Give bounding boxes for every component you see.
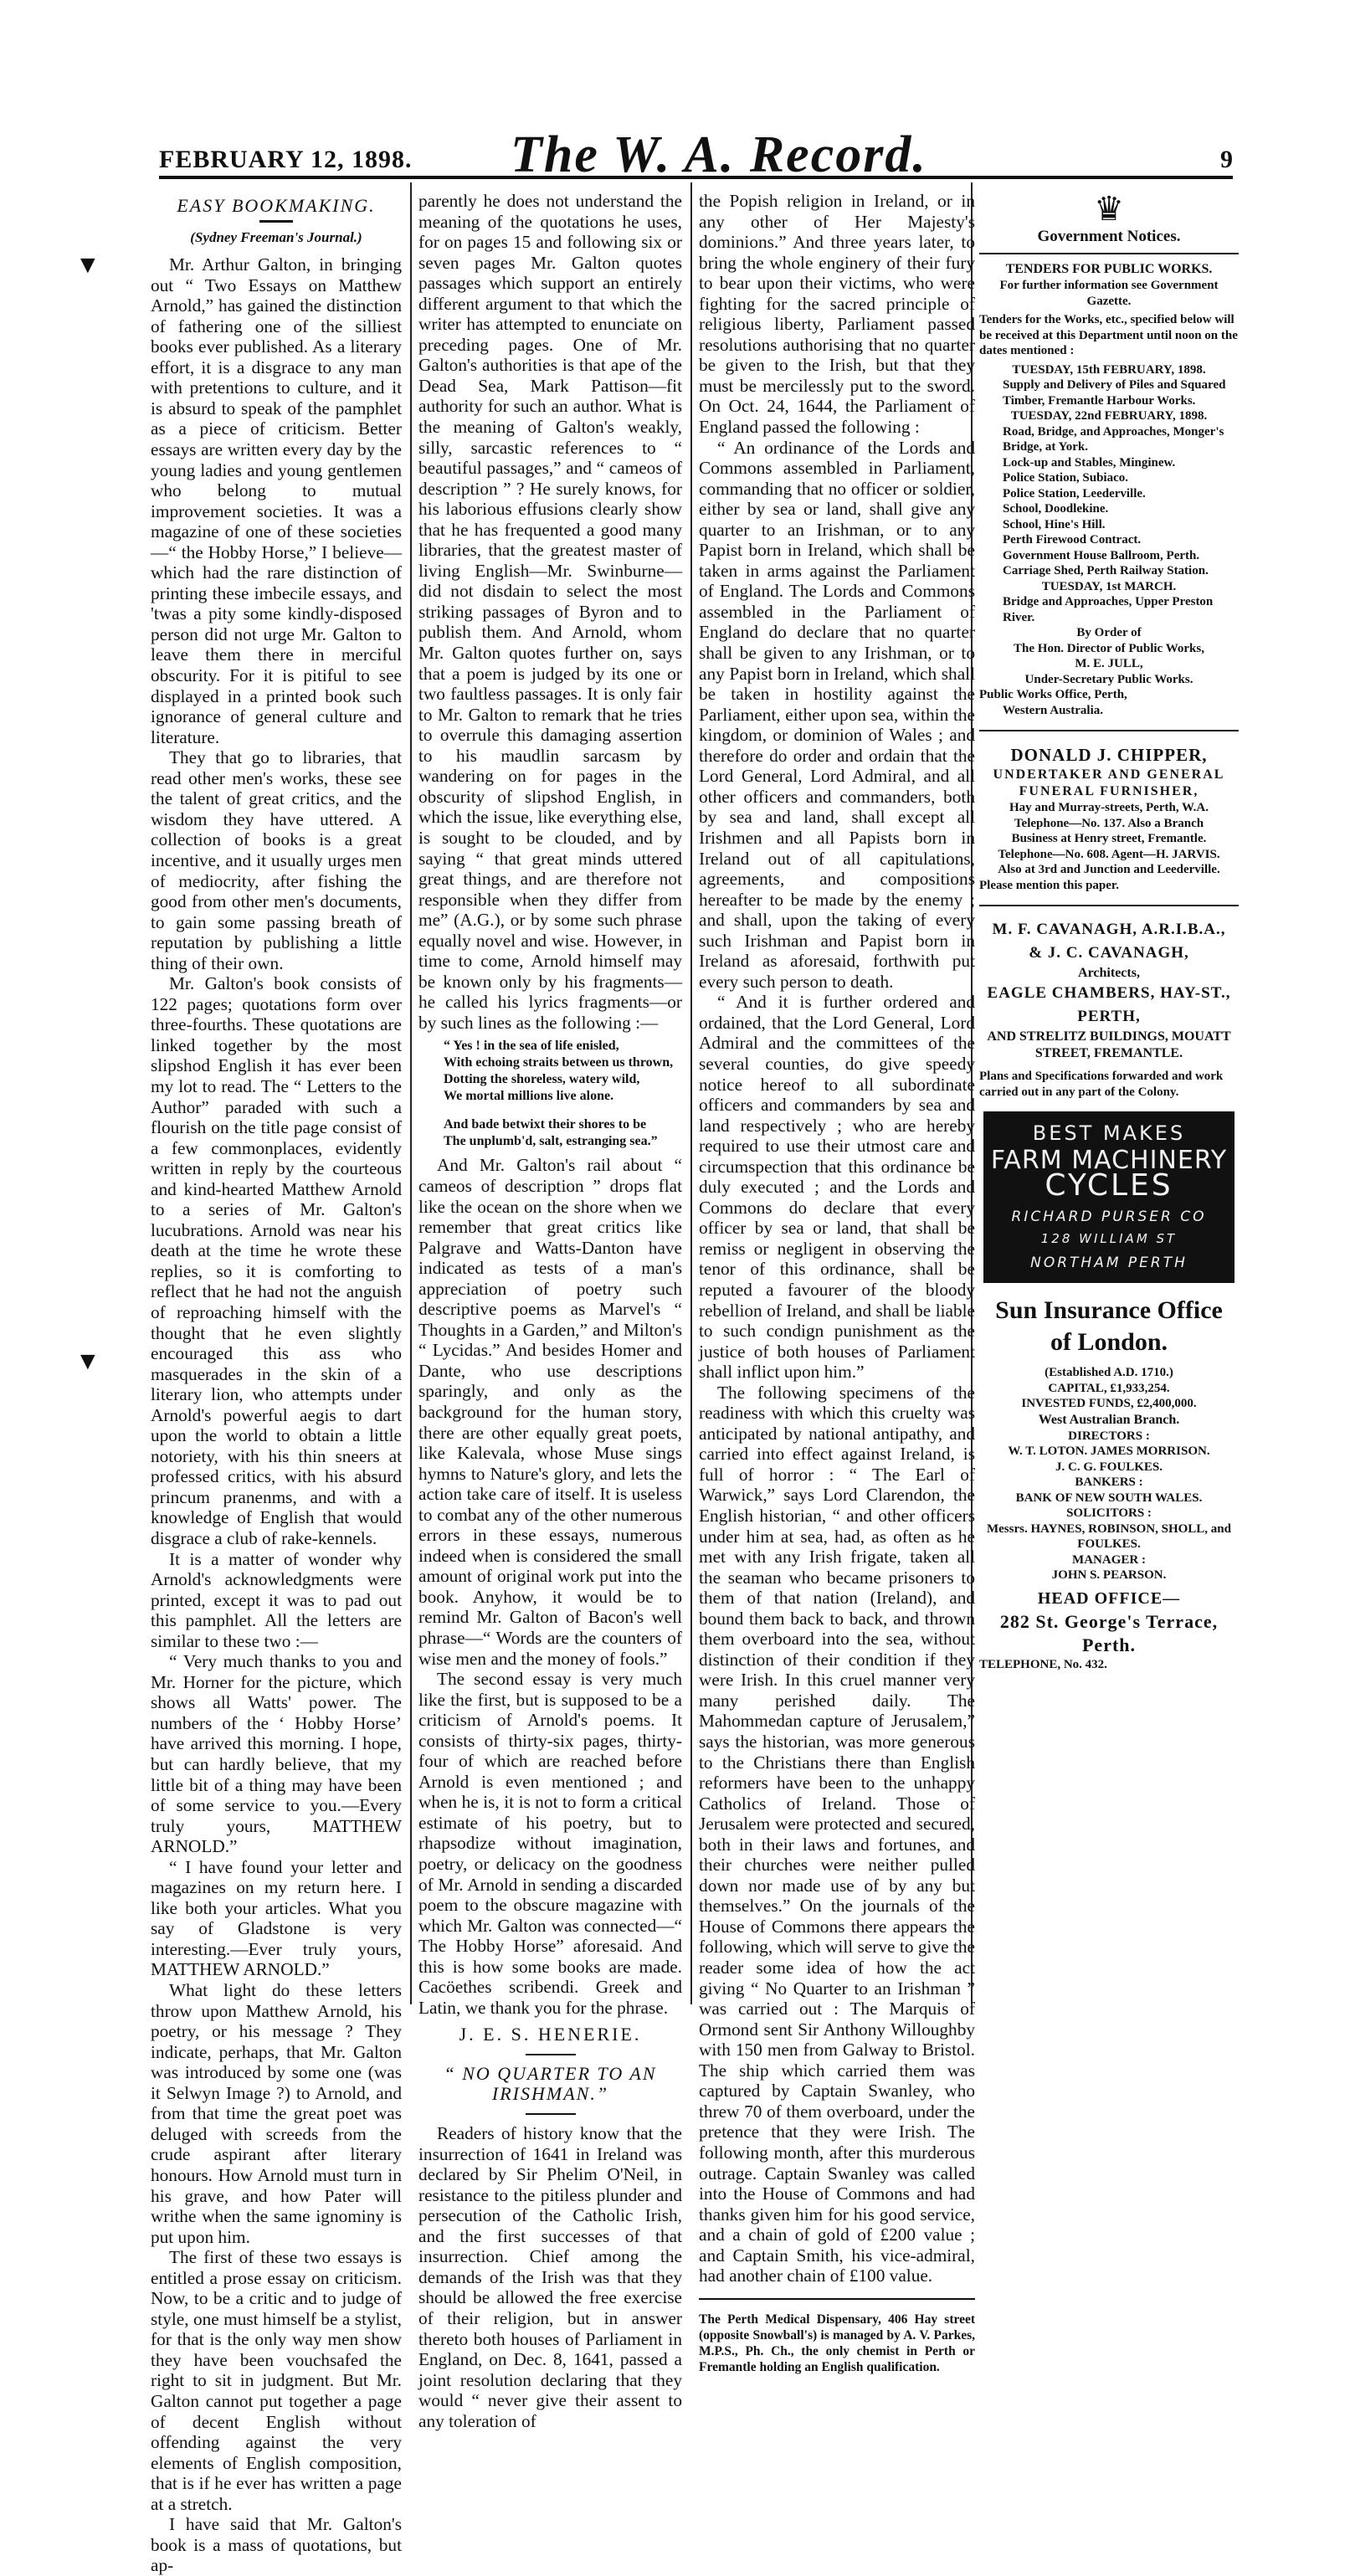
- paragraph: And Mr. Galton's rail about “ cameos of description ” drops flat like the ocean on the shore when we remember that great critics like Palgrave and Watts-Danton have indicated as tests of a man's appreciation of poetry such descriptive poems as Marvel's “ Thoughts in a Garden,” and Milton's “ Lycidas.” And besides Homer and Dante, who use descriptions sparingly, and only as the background for the human story, there are other equally great poets, like Kalevala, whose Muse sings hymns to Nature's glory, and lets the action take care of itself. It is useless to combat any of the other numerous errors in these essays, numerous indeed when is considered the small amount of original work put into the book. Anyhow, it would be to remind Mr. Galton of Bacon's well phrase—“ Words are the counters of wise men and the money of fools.”: [418, 1155, 682, 1669]
- article-heading: “ NO QUARTER TO AN IRISHMAN.”: [444, 2062, 657, 2105]
- divider: [699, 2298, 975, 2300]
- column-4-advertisements: ♛ Government Notices. TENDERS FOR PUBLIC WORKS. For further information see Government Gazette. Tenders for the Works, etc., specified below will be received at this Department until noon on the dates mentioned : TUESDAY, 15th FEBRUARY, 1898. Supply and Delivery of Piles and Squared Timber, Fremantle Harbour Works. TUESDAY, 22nd FEBRUARY, 1898. Road, Bridge, and Approaches, Monger's Bridge, at York. Lock-up and Stables, Minginew. Police Station, Subiaco. Police Station, Leederville. School, Doodlekine. School, Hine's Hill. Perth Firewood Contract. Government House Ballroom, Perth. Carriage Shed, Perth Railway Station. TUESDAY, 1st MARCH. Bridge and Approaches, Upper Preston River. By Order of The Hon. Director of Public Works, M. E. JULL, Under-Secretary Public Works. Public Works Office, Perth, Western Australia. DONALD J. CHIPPER, UNDERTAKER AND GENERAL FUNERAL FURNISHER, Hay and Murray-streets, Perth, W.A. Telephone—No. 137. Also a Branch Business at Henry street, Fremantle. Telephone—No. 608. Agent—H. JARVIS. Also at 3rd and Junction and Leederville. Please mention this paper. M. F. CAVANAGH, A.R.I.B.A., & J. C. CAVANAGH, Architects, EAGLE CHAMBERS, HAY-ST., PERTH, AND STRELITZ BUILDINGS, MOUATT STREET, FREMANTLE. Plans and Specifications forwarded and work carried out in any part of the Colony. BEST MAKES FARM MACHINERY CYCLES RICHARD PURSER CO 128 WILLIAM ST NORTHAM PERTH Sun Insurance Office of London. (Established A.D. 1710.) CAPITAL, £1,933,254. INVESTED FUNDS, £2,400,000. West Australian Branch. DIRECTORS : W. T. LOTON. JAMES MORRISON. J. C. G. FOULKES. BANKERS : BANK OF NEW SOUTH WALES. SOLICITORS : Messrs. HAYNES, ROBINSON, SHOLL, and FOULKES. MANAGER : JOHN S. PEARSON. HEAD OFFICE— 282 St. George's Terrace, Perth. TELEPHONE, No. 432.: [979, 190, 1238, 1671]
- paragraph: I have said that Mr. Galton's book is a mass of quotations, but ap-: [151, 2514, 402, 2576]
- paragraph: It is a matter of wonder why Arnold's acknowledgments were printed, except it was to pad out this pamphlet. All the letters are similar to these two :—: [151, 1548, 402, 1651]
- divider: [979, 905, 1239, 906]
- paragraph: The second essay is very much like the first, but is supposed to be a criticism of Arnold's poems. It consists of thirty-six pages, thirty-four of which are reached before Arnold is even mentioned ; and when he is, it is not to form a critical estimate of his poetry, but to rhapsodize without imagination, poetry, or delicacy on the goodness of Mr. Arnold in sending a discarded poem to the obscure magazine with which Mr. Galton was connected—“ The Hobby Horse” aforesaid. And this is how some books are made. Cacöethes scribendi. Greek and Latin, we thank you for the phrase.: [418, 1669, 682, 2018]
- royal-crest-icon: ♛: [1094, 190, 1124, 228]
- paragraph: “ Very much thanks to you and Mr. Horner for the picture, which shows all Watts' power. The numbers of the ‘ Hobby Horse’ have arrived this morning. I hope, but can hardly believe, that my little bit of a thing may have been of some service to you.—Every truly yours, MATTHEW ARNOLD.”: [151, 1651, 402, 1857]
- sun-insurance-title: Sun Insurance Office: [995, 1296, 1223, 1325]
- paragraph: “ I have found your letter and magazines on my return here. I like both your articles. What you say of Gladstone is very interesting.—Ever truly yours, MATTHEW ARNOLD.”: [151, 1856, 402, 1980]
- poem-line: With echoing straits between us thrown,: [444, 1055, 674, 1070]
- poem-line: We mortal millions live alone.: [444, 1089, 614, 1104]
- paragraph: “ And it is further ordered and ordained, that the Lord General, Lord Admiral and the committees of the several counties, do give speedy notice hereof to all subordinate officers and commanders by sea and land respectively ; who are hereby required to use their utmost care and circumspection that this ordinance be duly executed ; and the Lords and Commons do declare that every officer by sea or land, that shall be remiss or negligent in observing the tenor of this ordinance, shall be reputed a favourer of the bloody rebellion of Ireland, and shall be liable to such condign punishment as the justice of both houses of Parliament shall inflict upon him.”: [699, 992, 975, 1383]
- paragraph: What light do these letters throw upon Matthew Arnold, his poetry, or his message ? They indicate, perhaps, that Mr. Galton was introduced by some one (was it Selwyn Image ?) to Arnold, and from that time the great poet was deluged with screeds from the crude aspirant after literary honours. How Arnold must turn in his grave, and how Pater will writhe when the same ignominy is put upon him.: [151, 1980, 402, 2247]
- cavanagh-name: M. F. CAVANAGH, A.R.I.B.A.,: [992, 921, 1226, 938]
- heading-ornament: [259, 220, 293, 223]
- divider: [526, 2054, 576, 2055]
- poem-line: And bade betwixt their shores to be: [444, 1117, 647, 1132]
- purser-advertisement: BEST MAKES FARM MACHINERY CYCLES RICHARD PURSER CO 128 WILLIAM ST NORTHAM PERTH: [983, 1111, 1235, 1283]
- margin-mark-icon: ▼: [75, 1347, 100, 1375]
- column-rule: [410, 182, 412, 2004]
- paragraph: Readers of history know that the insurrection of 1641 in Ireland was declared by Sir Phelim O'Neil, in resistance to the pitiless plunder and persecution of the Catholic Irish, and the first successes of that insurrection. Chief among the demands of the Irish was that they should be allowed the free exercise of their religion, but in answer thereto both houses of Parliament in England, on Dec. 8, 1641, passed a joint resolution declaring that they would “ never give their assent to any toleration of: [418, 2123, 682, 2431]
- margin-mark-icon: ▼: [75, 251, 100, 279]
- poem-line: The unplumb'd, salt, estranging sea.”: [444, 1134, 658, 1149]
- dispensary-notice: The Perth Medical Dispensary, 406 Hay street (opposite Snowball's) is managed by A. V. Parkes, M.P.S., Ph. Ch., the only chemist in Perth or Fremantle holding an English qualification.: [699, 2312, 975, 2374]
- paragraph: Mr. Galton's book consists of 122 pages; quotations form over three-fourths. These quotations are linked together by the most slipshod English it has ever been my lot to read. The “ Letters to the Author” paraded with such a flourish on the title page consist of a few commonplaces, evidently written in reply by the courteous and kind-hearted Matthew Arnold to a series of Mr. Galton's lucubrations. Arnold was near his death at the time he wrote these replies, so it is comforting to reflect that he had not the anguish of reproaching himself with the thought that he even slightly encouraged this ass who masquerades in the skin of a literary lion, who attempts under Arnold's powerful aegis to dart upon the world to obtain a little notoriety, with his thin sneers at professed critics, with his absurd princum pranenms, and with a knowledge of English that would disgrace a club of rake-kennels.: [151, 973, 402, 1548]
- poem-line: “ Yes ! in the sea of life enisled,: [444, 1039, 619, 1054]
- poem-line: Dotting the shoreless, watery wild,: [444, 1072, 640, 1087]
- paragraph: parently he does not understand the meaning of the quotations he uses, for on pages 15 and following six or seven pages Mr. Galton quotes passages which support an entirely different argument to that which the writer has attempted to enunciate on preceding pages. One of Mr. Galton's authorities is that ape of the Dead Sea, Mark Pattison—fit authority for such an author. What is the meaning of Galton's weakly, silly, sarcastic references to “ beautiful passages,” and “ cameos of description ” ? He surely knows, for his laborious effusions clearly show that he has frequented a good many libraries, that the greatest master of living English—Mr. Swinburne—did not disdain to select the most striking passages of Byron and to publish them. And Arnold, whom Mr. Galton quotes further on, says that a poem is judged by its one or two faultless passages. It is only fair to Mr. Galton to remark that he tries to overrule this damaging assertion to his maudlin sarcasm by wandering on for pages in the obscurity of slipshod English, in which the issue, like everything else, is sought to be clouded, and by saying “ that great minds uttered great things, and are therefore not responsible when they differ from me” (A.G.), or by some such phrase equally novel and wise. However, in time to come, Arnold himself may be known only by his fragments—he called his lyrics fragments—or by such lines as the following :—: [418, 191, 682, 1033]
- paragraph: the Popish religion in Ireland, or in any other of Her Majesty's dominions.” And three years later, to bring the whole enginery of their fury to bear upon their victims, who were fighting for the sacred principle of religious liberty, Parliament passed resolutions authorising that no quarter be given to the Irish, but that they must be mercilessly put to the sword. On Oct. 24, 1644, the Parliament of England passed the following :: [699, 191, 975, 438]
- masthead: [159, 126, 1233, 183]
- poem-stanza: [444, 1038, 682, 1150]
- divider: [526, 2113, 576, 2115]
- column-rule: [690, 182, 692, 2004]
- article-source: (Sydney Freeman's Journal.): [190, 228, 362, 245]
- paragraph: Mr. Arthur Galton, in bringing out “ Two Essays on Matthew Arnold,” has gained the distinction of fathering one of the silliest books ever published. As a literary effort, it is a disgrace to any man with pretentions to culture, and it is absurd to speak of the pamphlet as a piece of criticism. Better essays are written every day by the young ladies and young gentlemen who belong to mutual improvement societies. It was a magazine of one of these societies—“ the Hobby Horse,” I believe—which had the rare distinction of printing these imbecile essays, and 'twas a pity some kindly-disposed person did not urge Mr. Galton to leave them there in merciful obscurity. For it is pitiful to see displayed in a printed book such ignorance of general culture and literature.: [151, 254, 402, 747]
- paragraph: “ An ordinance of the Lords and Commons assembled in Parliament, commanding that no officer or soldier, either by sea or land, shall give any quarter to an Irishman, or to any Papist born in Ireland, which shall be taken in arms against the Parliament of England. The Lords and Commons assembled in the Parliament of England do declare that no quarter shall be given to any Irishman, or to any Papist born in Ireland, which shall be taken in hostility against the Parliament, either upon sea, within the kingdom, or dominion of Wales ; and therefore do order and ordain that the Lord General, Lord Admiral, and all other officers and commanders, both by sea and land, shall except all Irishmen and all Papists born in Ireland out of all capitulations, agreements, and compositions hereafter to be made by the enemy ; and shall, upon the taking of every such Irishman and Papist born in Ireland as aforesaid, forthwith put every such person to death.: [699, 437, 975, 992]
- paragraph: They that go to libraries, that read other men's works, these see the talent of great critics, and the wisdom they have uttered. A collection of books is a great incentive, and it usually urges men of mediocrity, after fishing the good from other men's documents, to gain some passing breath of reputation by publishing a little thing of their own.: [151, 747, 402, 973]
- divider: [979, 730, 1239, 731]
- column-3: [699, 191, 975, 2374]
- paragraph: The first of these two essays is entitled a prose essay on criticism. Now, to be a critic and to judge of style, one must himself be a stylist, for that is the only way men show they have been vouchsafed the right to sit in judgment. But Mr. Galton cannot put together a page of decent English without offending against the very elements of English composition, that is if he ever has written a page at a stretch.: [151, 2247, 402, 2514]
- article-heading: EASY BOOKMAKING.: [177, 195, 376, 216]
- page-number: 9: [1220, 146, 1233, 173]
- column-1: [151, 191, 402, 2576]
- gov-tenders-heading: TENDERS FOR PUBLIC WORKS.: [1005, 262, 1213, 276]
- gov-notices-title: Government Notices.: [1037, 228, 1181, 245]
- paper-title: The W. A. Record.: [511, 126, 927, 183]
- author-signature: J. E. S. HENERIE.: [459, 2024, 642, 2045]
- chipper-name: DONALD J. CHIPPER,: [1010, 745, 1208, 765]
- issue-date: FEBRUARY 12, 1898.: [159, 146, 413, 173]
- column-2: [418, 191, 682, 2431]
- paragraph: The following specimens of the readiness with which this cruelty was anticipated by national antipathy, and carried into effect against Ireland, is full of horror : “ The Earl of Warwick,” says Lord Clarendon, the English historian, “ and other officers under him at sea, had, as often as he met with any Irish frigate, taken all the seaman who became prisoners to them of that nation (Ireland), and bound them back to back, and thrown them overboard into the sea, without distinction of their condition if they were Irish. In this cruel manner very many perished daily. The Mahommedan capture of Jerusalem,” says the historian, was more generous to the Christians there than English reformers have been to the unhappy Catholics of Ireland. Those of Jerusalem were protected and secured, both in their laws and fortunes, and their churches were neither pulled down nor made use of by any but themselves.” On the journals of the House of Commons there appears the following, which will serve to give the reader some idea of how the act giving “ No Quarter to an Irishman ” was carried out : The Marquis of Ormond sent Sir Anthony Willoughby with 150 men from Galway to Bristol. The ship which carried them was captured by Captain Swanley, who threw 70 of them overboard, under the pretence that they were Irish. The following month, after this murderous outrage. Captain Swanley was called into the House of Commons and had thanks given him for his good service, and a chain of gold of £200 value ; and Captain Smith, his vice-admiral, had another chain of £100 value.: [699, 1382, 975, 2286]
- header-rule: [159, 176, 1233, 179]
